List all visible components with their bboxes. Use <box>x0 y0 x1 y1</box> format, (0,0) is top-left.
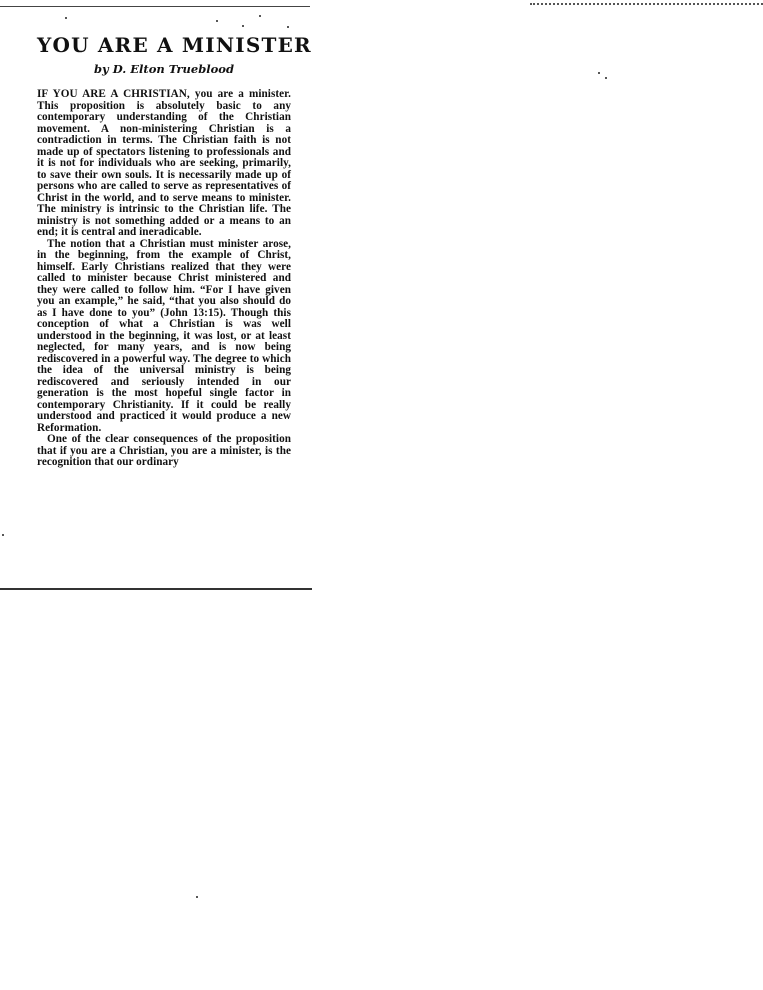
paragraph-text: you are a minister. This proposition is absolutely basic to any contemporary understanding of the Christian movement. A non-ministering Christian is a contradiction in terms. The Christian faith is not made up of spectators listening to professionals and it is not for individuals who are seeking, primarily, to save their own souls. It is necessarily made up of persons who are called to serve as representatives of Christ in the world, and to serve means to minister. The ministry is intrinsic to the Christian life. The ministry is not something added or a means to an end; it is central and ineradicable. <box>37 88 291 238</box>
paragraph: One of the clear consequences of the proposition that if you are a Christian, you are a minister, is the recognition that our ordinary <box>37 433 291 468</box>
scan-speck <box>605 77 607 79</box>
scan-speck <box>259 15 261 17</box>
scan-speck <box>2 534 4 536</box>
scan-speck <box>65 17 67 19</box>
scan-speck <box>216 20 218 22</box>
scan-speck <box>196 896 198 898</box>
scan-speck <box>598 72 600 74</box>
top-rule-dotted <box>530 0 763 5</box>
article <box>37 32 312 469</box>
article-body <box>37 89 291 469</box>
lead-in: IF YOU ARE A CHRISTIAN, <box>37 88 190 100</box>
top-rule <box>0 6 310 7</box>
scan-speck <box>287 26 289 28</box>
scan-speck <box>242 25 244 27</box>
paragraph: The notion that a Christian must minister arose, in the beginning, from the example of Christ, himself. Early Christians realized that they were called to minister because Christ ministered and they were called to follow him. “For I have given you an example,” he said, “that you also should do as I have done to you” (John 13:15). Though this conception of what a Christian is was well understood in the beginning, it was lost, or at least neglected, for many years, and is now being rediscovered in a powerful way. The degree to which the idea of the universal ministry is being rediscovered and seriously intended in our generation is the most hopeful single factor in contemporary Christianity. If it could be really understood and practiced it would produce a new Reformation. <box>37 237 291 434</box>
article-title: YOU ARE A MINISTER <box>37 33 312 57</box>
article-byline: by D. Elton Trueblood <box>93 62 235 76</box>
paragraph <box>37 89 291 239</box>
bottom-rule <box>0 588 312 590</box>
